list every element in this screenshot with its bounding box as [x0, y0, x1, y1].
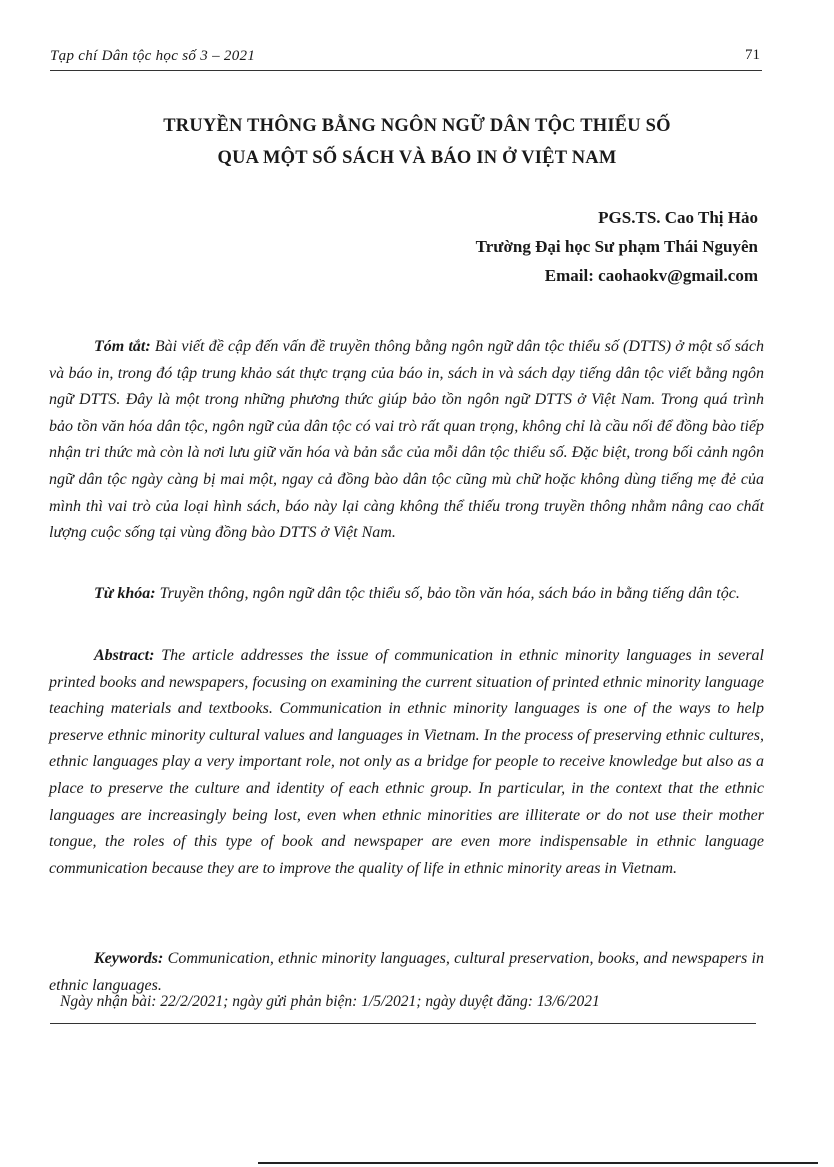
- author-block: [258, 203, 758, 290]
- keywords-vi: [49, 581, 764, 608]
- author-name: PGS.TS. Cao Thị Hảo: [598, 208, 758, 227]
- summary-vi: [49, 334, 764, 547]
- submission-dates: Ngày nhận bài: 22/2/2021; ngày gửi phản biện: 1/5/2021; ngày duyệt đăng: 13/6/2021: [60, 993, 600, 1010]
- summary-text: Bài viết đề cập đến vấn đề truyền thông bằng ngôn ngữ dân tộc thiểu số (DTTS) ở một số sách và báo in, trong đó tập trung khảo sát thực trạng của báo in, sách in và sách dạy tiếng dân tộc viết bằng ngôn ngữ DTTS. Đây là một trong những phương thức giúp bảo tồn ngôn ngữ DTTS ở Việt Nam. Trong quá trình bảo tồn văn hóa dân tộc, ngôn ngữ của dân tộc có vai trò rất quan trọng, không chỉ là cầu nối để đồng bào tiếp nhận tri thức mà còn là nơi lưu giữ văn hóa và bản sắc của mỗi dân tộc thiểu số. Đặc biệt, trong bối cảnh ngôn ngữ dân tộc ngày càng bị mai một, ngay cả đồng bào dân tộc cũng mù chữ hoặc không dùng tiếng mẹ đẻ của mình thì vai trò của loại hình sách, báo này lại càng không thể thiếu trong truyền thông nhằm nâng cao chất lượng cuộc sống tại vùng đồng bào DTTS ở Việt Nam.: [49, 338, 765, 542]
- article-title: [60, 110, 774, 174]
- dates-divider: [50, 1023, 756, 1024]
- keywords-en: [49, 946, 764, 999]
- abstract-label: Abstract:: [94, 647, 155, 664]
- author-email: Email: caohaokv@gmail.com: [544, 266, 758, 285]
- keywords-vi-text: Truyền thông, ngôn ngữ dân tộc thiểu số, bảo tồn văn hóa, sách báo in bằng tiếng dân tộc.: [159, 585, 740, 602]
- journal-name: Tạp chí Dân tộc học số 3 – 2021: [50, 48, 256, 64]
- abstract-text: The article addresses the issue of communication in ethnic minority languages in several printed books and newspapers, focusing on examining the current situation of printed ethnic minority language teaching materials and textbooks. Communication in ethnic minority languages is one of the ways to help preserve ethnic minority cultural values and languages in Vietnam. In the process of preserving ethnic cultures, ethnic languages play a very important role, not only as a bridge for people to receive knowledge but also as a place to preserve the culture and identity of each ethnic group. In particular, in the context that the ethnic languages are increasingly being lost, even when ethnic minorities are illiterate or do not use their mother tongue, the roles of this type of book and newspaper are even more indispensable in ethnic language communication because they are to improve the quality of life in ethnic minority areas in Vietnam.: [49, 647, 765, 877]
- summary-label: Tóm tắt:: [94, 338, 151, 355]
- keywords-en-text: Communication, ethnic minority languages, cultural preservation, books, and newspapers in ethnic languages.: [49, 950, 765, 994]
- title-line-2: QUA MỘT SỐ SÁCH VÀ BÁO IN Ở VIỆT NAM: [217, 148, 617, 168]
- bottom-divider: [258, 1162, 818, 1164]
- abstract-en: [49, 643, 764, 882]
- keywords-vi-label: Từ khóa:: [94, 585, 156, 602]
- author-affiliation: Trường Đại học Sư phạm Thái Nguyên: [475, 237, 758, 256]
- title-line-1: TRUYỀN THÔNG BẰNG NGÔN NGỮ DÂN TỘC THIỂU SỐ: [163, 116, 671, 136]
- page-number: 71: [745, 47, 760, 63]
- keywords-en-label: Keywords:: [94, 950, 164, 967]
- running-header: [50, 44, 762, 71]
